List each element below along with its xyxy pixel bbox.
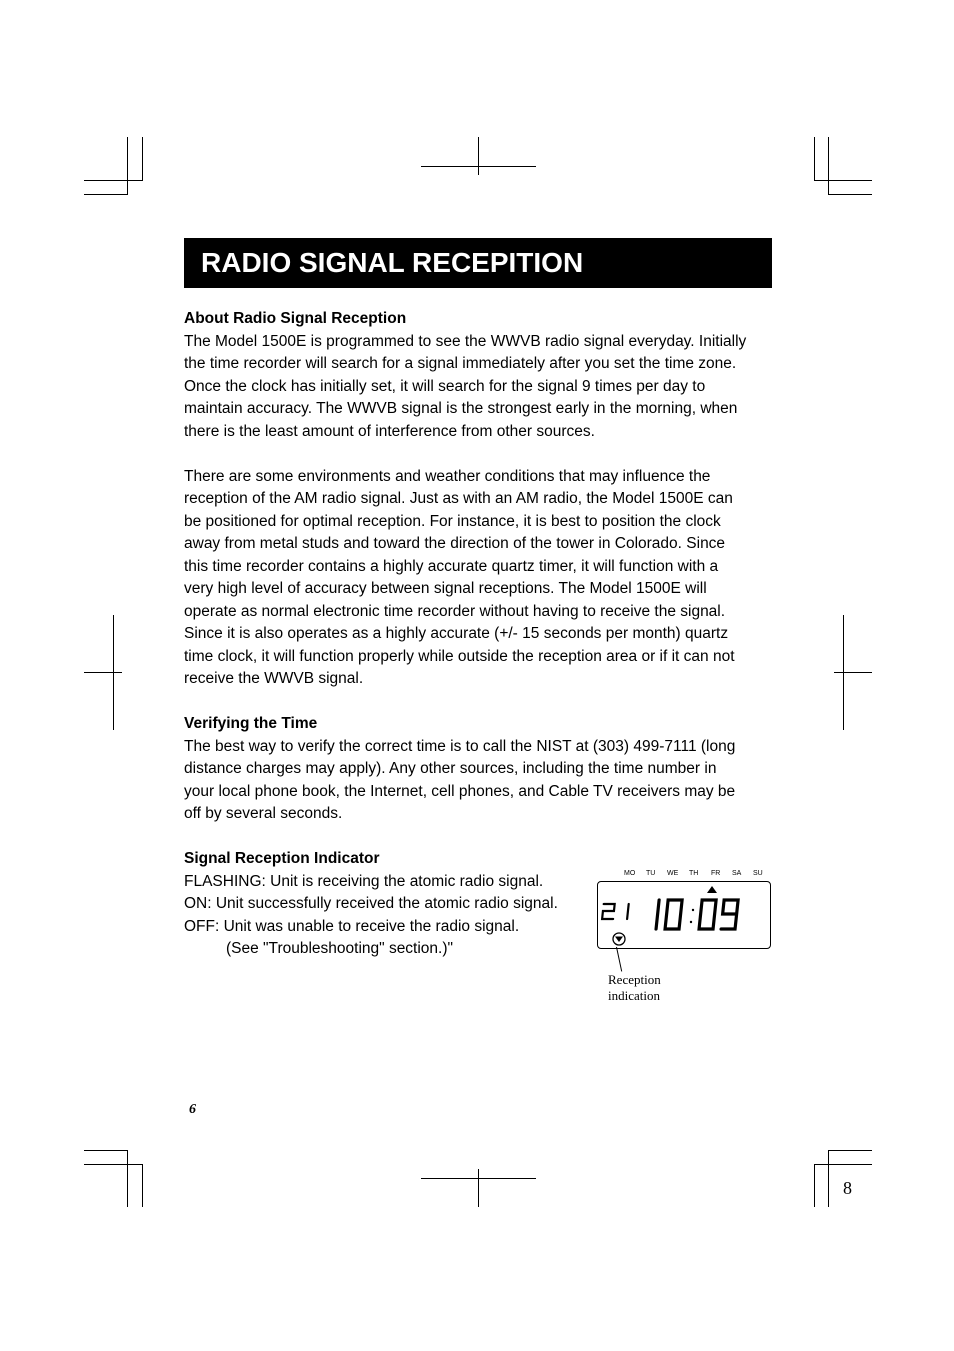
inner-page-number: 6 [189,1102,196,1117]
paragraph-line: be positioned for optimal reception. For instance, it is best to position the clock [184,512,721,530]
section-heading-verify: Verifying the Time [184,715,318,732]
indicator-off: OFF: Unit was unable to receive the radio signal. [184,917,520,935]
section-heading-indicator: Signal Reception Indicator [184,850,380,867]
paragraph-line: Once the clock has initially set, it will search for the signal 9 times per day to [184,377,706,395]
crop-mark [828,137,829,195]
indicator-flashing: FLASHING: Unit is receiving the atomic radio signal. [184,872,544,890]
paragraph-line: operate as normal electronic time recorder without having to receive the signal. [184,602,726,620]
section-heading-about: About Radio Signal Reception [184,310,407,327]
crop-mark [84,1164,142,1165]
callout-label-line: Reception [608,972,661,987]
paragraph-line: receive the WWVB signal. [184,670,364,687]
paragraph-line: distance charges may apply). Any other sources, including the time number in [184,760,717,777]
crop-mark [828,1150,829,1207]
paragraph-line: there is the least amount of interference from other sources. [184,422,595,440]
paragraph-line: time clock, it will function properly while outside the reception area or if it can not [184,647,735,665]
crop-mark [814,1164,872,1165]
day-label-mo: MO [624,870,636,877]
day-label-su: SU [753,870,763,877]
crop-mark [84,672,122,673]
crop-mark [113,615,114,730]
crop-mark [84,180,142,181]
crop-mark [478,1169,479,1207]
reception-indication-callout [608,972,661,1004]
crop-mark [127,1150,128,1207]
day-marker-triangle-icon [707,886,717,893]
callout-label-line: indication [608,988,660,1003]
crop-mark [478,137,479,175]
troubleshooting-note: (See "Troubleshooting" section.)" [226,940,454,957]
paragraph-line: There are some environments and weather conditions that may influence the [184,467,711,485]
paragraph-line: The Model 1500E is programmed to see the WWVB radio signal everyday. Initially [184,332,747,350]
crop-mark [828,1150,872,1151]
day-label-th: TH [689,870,699,877]
day-label-we: WE [667,870,679,877]
reception-indicator-icon [613,933,625,945]
crop-mark [814,137,815,181]
paragraph-line: very high level of accuracy between signal receptions. The Model 1500E will [184,580,707,597]
paragraph-line: The best way to verify the correct time is to call the NIST at (303) 499-7111 (long [184,737,736,755]
paragraph-line: reception of the AM radio signal. Just as with an AM radio, the Model 1500E can [184,490,733,507]
crop-mark [84,194,128,195]
page-content [184,308,784,961]
indicator-on: ON: Unit successfully received the atomic radio signal. [184,895,558,912]
title-bar [184,238,772,288]
paragraph-line: this time recorder contains a highly accurate quartz timer, it will function with a [184,557,719,575]
crop-mark [84,1150,128,1151]
weekday-labels [597,870,773,880]
crop-mark [814,180,872,181]
paragraph-line: Since it is also operates as a highly accurate (+/- 15 seconds per month) quartz [184,625,729,642]
page-title: RADIO SIGNAL RECEPITION [201,247,584,278]
day-label-tu: TU [646,870,656,877]
crop-mark [834,672,872,673]
crop-mark [127,137,128,195]
crop-mark [142,1164,143,1207]
paragraph-line: off by several seconds. [184,805,343,822]
lcd-time-digits [656,900,738,929]
crop-mark [828,194,872,195]
paragraph-line: away from metal studs and toward the direction of the tower in Colorado. Since [184,535,726,552]
paragraph-line: maintain accuracy. The WWVB signal is the strongest early in the morning, when [184,400,738,417]
crop-mark [142,137,143,181]
page-number: 8 [843,1178,852,1198]
lcd-screen [597,881,771,949]
crop-mark [843,615,844,730]
paragraph-line: your local phone book, the Internet, cell phones, and Cable TV receivers may be [184,782,736,800]
day-label-sa: SA [732,870,742,877]
paragraph-line: the time recorder will search for a signal immediately after you set the time zone. [184,355,737,372]
crop-mark [814,1164,815,1207]
lcd-segments [598,882,769,947]
lcd-date-digits [602,904,629,919]
day-label-fr: FR [711,870,721,877]
